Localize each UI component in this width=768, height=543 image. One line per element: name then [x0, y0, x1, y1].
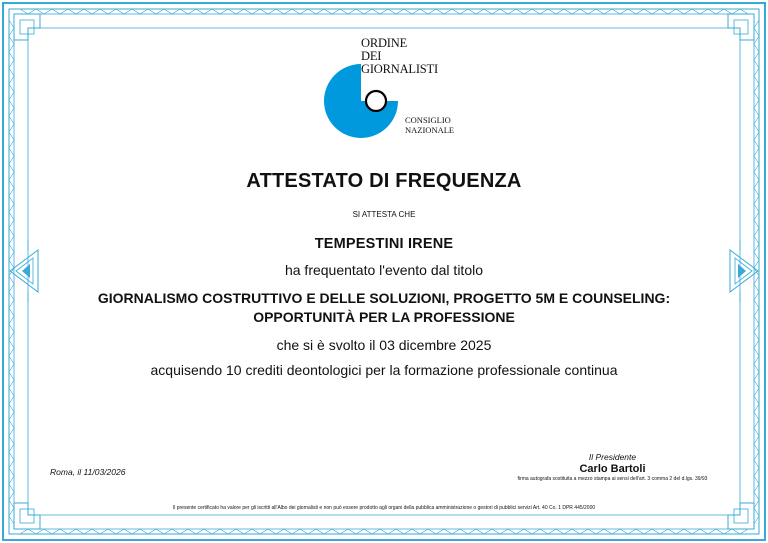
- footer-legal-note: Il presente certificato ha valore per gli iscritti all'Albo dei giornalisti e non può essere prodotto agli organi della pubblica amministrazione o gestori di pubblici servizi Art. 40 Co. 1 DPR 445/2000: [172, 505, 596, 511]
- attests-label: SI ATTESTA CHE: [352, 210, 416, 219]
- attended-text: ha frequentato l'evento dal titolo: [284, 262, 484, 278]
- logo-org-line1: ORDINE: [361, 36, 408, 50]
- logo-org-line2: DEI: [361, 49, 382, 63]
- logo-org-line3: GIORNALISTI: [361, 62, 438, 76]
- event-date-text: che si è svolto il 03 dicembre 2025: [276, 337, 492, 353]
- ordine-giornalisti-logo: [312, 34, 462, 164]
- signatory-role: Il Presidente: [588, 452, 637, 462]
- attendee-name: TEMPESTINI IRENE: [314, 236, 454, 252]
- signatory-name: Carlo Bartoli: [579, 463, 646, 475]
- event-title-line1: GIORNALISMO COSTRUTTIVO E DELLE SOLUZIONI, PROGETTO 5M E COUNSELING:: [97, 290, 671, 306]
- credits-text: acquisendo 10 crediti deontologici per la formazione professionale continua: [150, 362, 618, 378]
- event-title-line2: OPPORTUNITÀ PER LA PROFESSIONE: [253, 309, 515, 325]
- signature-note: firma autografa sostituita a mezzo stampa ai sensi dell'art. 3 comma 2 del d.lgs. 39/93: [517, 476, 708, 482]
- certificate-title: ATTESTATO DI FREQUENZA: [246, 170, 522, 192]
- place-date: Roma, il 11/03/2026: [50, 467, 126, 477]
- logo-sub-line1: CONSIGLIO: [405, 115, 451, 125]
- logo-sub-line2: NAZIONALE: [405, 125, 455, 135]
